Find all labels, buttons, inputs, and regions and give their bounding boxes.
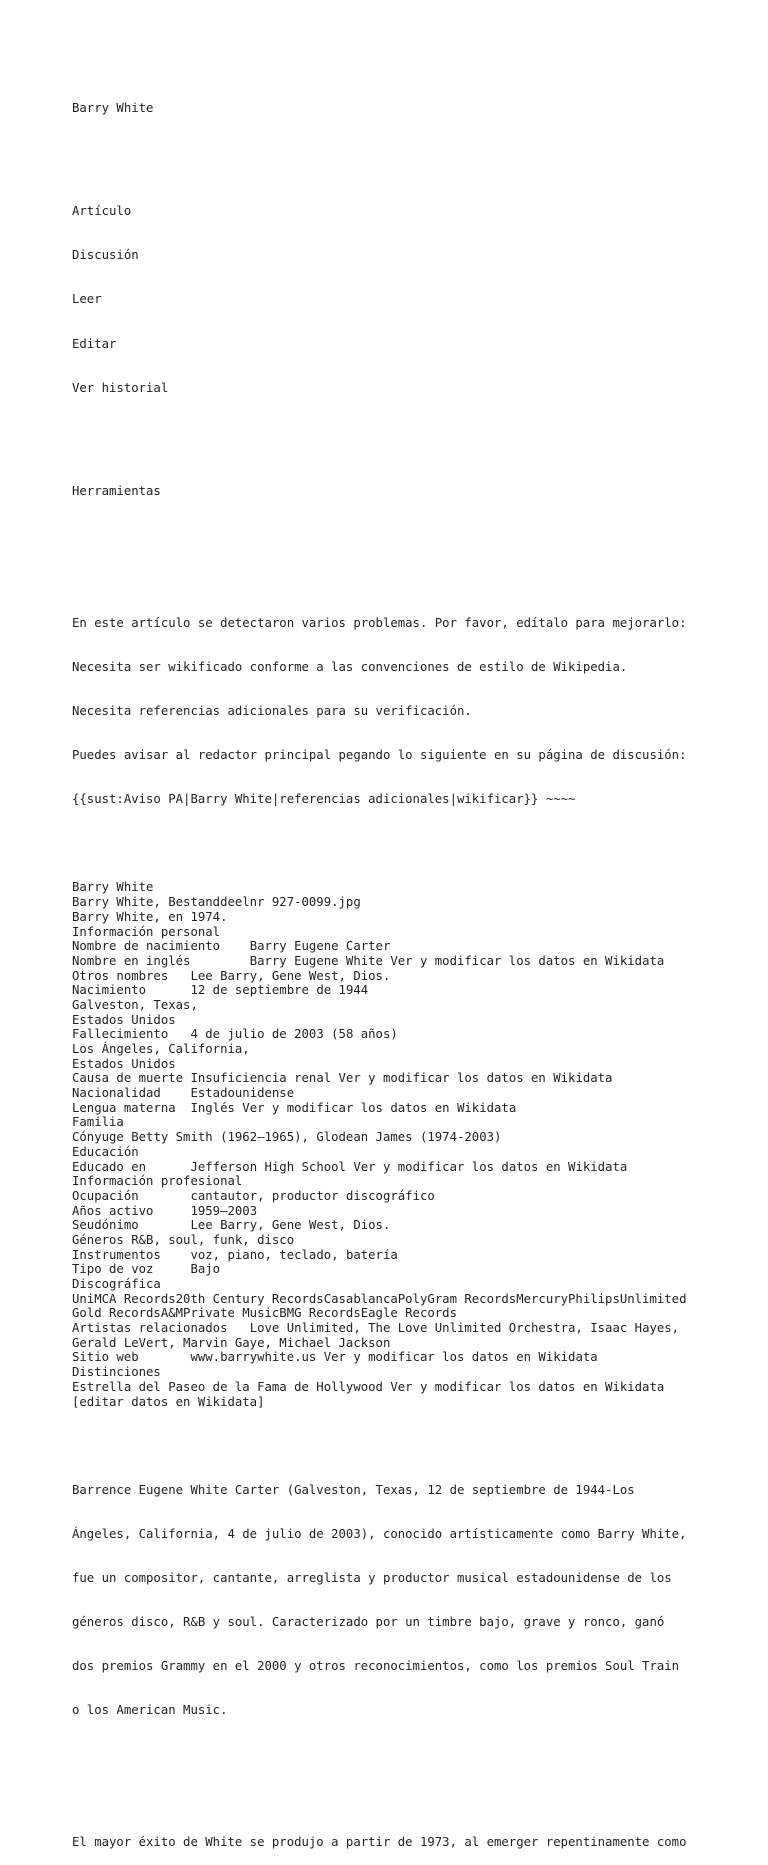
infobox-line: Barry White, en 1974. xyxy=(72,909,228,924)
infobox-line: Instrumentos voz, piano, teclado, batería xyxy=(72,1247,398,1262)
intro-line: Barrence Eugene White Carter (Galveston, Texas, 12 de septiembre de 1944-Los xyxy=(72,1482,635,1497)
tools-menu[interactable]: Herramientas xyxy=(72,483,161,498)
notice-line: Necesita referencias adicionales para su verificación. xyxy=(72,704,472,719)
notice-box xyxy=(72,586,712,836)
intro-line: géneros disco, R&B y soul. Caracterizado por un timbre bajo, grave y ronco, ganó xyxy=(72,1614,665,1629)
infobox-line: Estados Unidos xyxy=(72,1056,176,1071)
spacer xyxy=(72,146,712,161)
notice-template-code: {{sust:Aviso PA|Barry White|referencias adicionales|wikificar}} ~~~~ xyxy=(72,792,576,807)
page-title: Barry White xyxy=(72,101,154,116)
infobox-line: Los Ángeles, California, xyxy=(72,1042,250,1056)
paragraph-2: El mayor éxito de White se produjo a partir de 1973, al emerger repentinamente como xyxy=(72,1835,687,1850)
document-page xyxy=(72,72,712,1865)
infobox-line: Educación xyxy=(72,1144,139,1159)
infobox-line: Lengua materna Inglés Ver y modificar los datos en Wikidata xyxy=(72,1100,517,1115)
infobox-line: Nombre de nacimiento Barry Eugene Carter xyxy=(72,939,391,954)
tab-leer[interactable]: Leer xyxy=(72,292,102,307)
intro-paragraph xyxy=(72,1453,712,1747)
infobox-line: Familia xyxy=(72,1115,124,1130)
infobox-line: Discográfica xyxy=(72,1277,161,1291)
infobox-line: Sitio web www.barrywhite.us Ver y modificar los datos en Wikidata xyxy=(72,1350,598,1365)
infobox-line: Gold RecordsA&MPrivate MusicBMG RecordsEagle Records xyxy=(72,1306,457,1321)
infobox-line: [editar datos en Wikidata] xyxy=(72,1394,265,1409)
infobox-line: Seudónimo Lee Barry, Gene West, Dios. xyxy=(72,1218,391,1233)
tab-editar[interactable]: Editar xyxy=(72,336,117,351)
infobox-line: Información personal xyxy=(72,924,221,939)
infobox-line: Nacionalidad Estadounidense xyxy=(72,1086,295,1101)
infobox-line: Nacimiento 12 de septiembre de 1944 xyxy=(72,983,369,998)
infobox-line: Barry White, Bestanddeelnr 927-0099.jpg xyxy=(72,895,361,910)
infobox-line: Estrella del Paseo de la Fama de Hollywood Ver y modificar los datos en Wikidata xyxy=(72,1379,665,1394)
infobox-line: Otros nombres Lee Barry, Gene West, Dios. xyxy=(72,968,391,983)
spacer xyxy=(72,425,712,440)
intro-line: o los American Music. xyxy=(72,1703,228,1718)
spacer xyxy=(72,1777,712,1792)
infobox-line: UniMCA Records20th Century RecordsCasablancaPolyGram RecordsMercuryPhilipsUnlimited xyxy=(72,1291,687,1306)
infobox-line: Fallecimiento 4 de julio de 2003 (58 años) xyxy=(72,1027,398,1042)
infobox-line: Causa de muerte Insuficiencia renal Ver y modificar los datos en Wikidata xyxy=(72,1071,613,1086)
infobox-line: Tipo de voz Bajo xyxy=(72,1262,221,1277)
tab-ver-historial[interactable]: Ver historial xyxy=(72,380,169,395)
notice-line: Necesita ser wikificado conforme a las convenciones de estilo de Wikipedia. xyxy=(72,659,628,674)
tab-articulo[interactable]: Artículo xyxy=(72,204,132,219)
infobox-line: Distinciones xyxy=(72,1365,161,1380)
infobox-line: Estados Unidos xyxy=(72,1012,176,1027)
infobox-line: Gerald LeVert, Marvin Gaye, Michael Jackson xyxy=(72,1335,391,1350)
infobox-line: Galveston, Texas, xyxy=(72,997,198,1012)
intro-line: Ángeles, California, 4 de julio de 2003), conocido artísticamente como Barry White, xyxy=(72,1526,687,1541)
infobox-line: Cónyuge Betty Smith (1962–1965), Glodean James (1974-2003) xyxy=(72,1130,502,1145)
spacer xyxy=(72,528,712,543)
infobox-line: Nombre en inglés Barry Eugene White Ver y modificar los datos en Wikidata xyxy=(72,953,665,968)
infobox-line: Información profesional xyxy=(72,1174,243,1189)
infobox-line: Educado en Jefferson High School Ver y modificar los datos en Wikidata xyxy=(72,1159,628,1174)
infobox-line: Géneros R&B, soul, funk, disco xyxy=(72,1232,295,1247)
tab-discusion[interactable]: Discusión xyxy=(72,248,139,263)
notice-line: Puedes avisar al redactor principal pegando lo siguiente en su página de discusión: xyxy=(72,748,687,763)
intro-line: dos premios Grammy en el 2000 y otros reconocimientos, como los premios Soul Train xyxy=(72,1659,680,1674)
infobox-line: Años activo 1959–2003 xyxy=(72,1203,258,1218)
infobox-line: Artistas relacionados Love Unlimited, The Love Unlimited Orchestra, Isaac Hayes, xyxy=(72,1321,680,1336)
infobox-line: Barry White xyxy=(72,880,154,895)
infobox xyxy=(72,880,712,1409)
notice-line: En este artículo se detectaron varios problemas. Por favor, edítalo para mejorarlo: xyxy=(72,615,687,630)
infobox-line: Ocupación cantautor, productor discográfico xyxy=(72,1188,435,1203)
intro-line: fue un compositor, cantante, arreglista y productor musical estadounidense de los xyxy=(72,1570,672,1585)
